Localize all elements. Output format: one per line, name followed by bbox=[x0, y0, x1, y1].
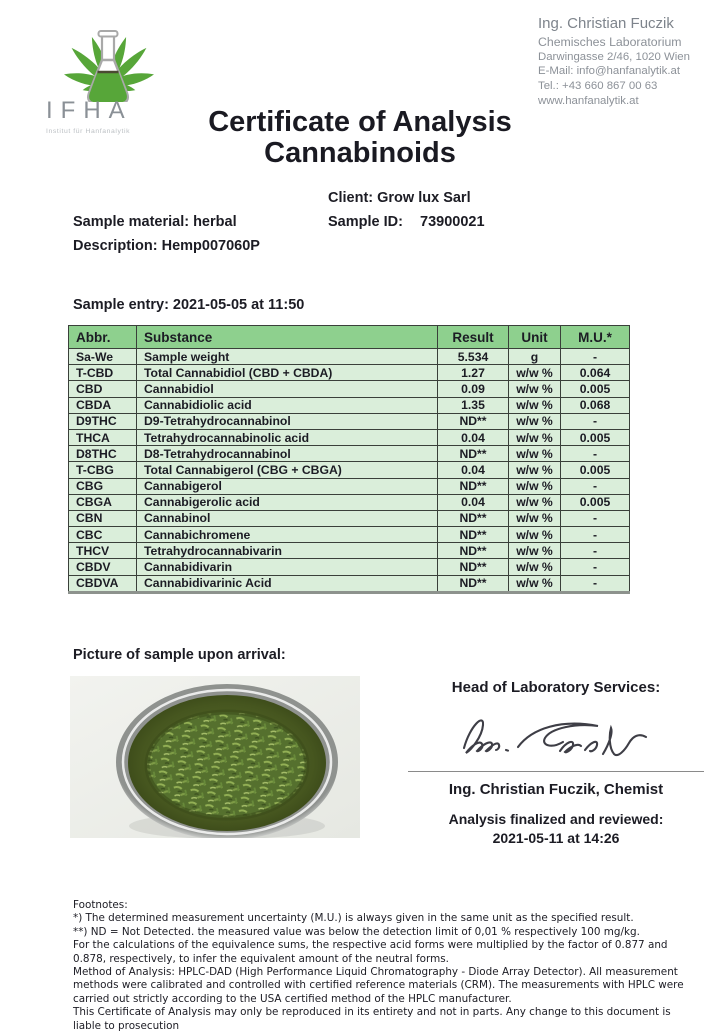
mu-cell: 0.064 bbox=[561, 365, 630, 381]
substance-cell: Tetrahydrocannabivarin bbox=[137, 543, 438, 559]
footnote-line: This Certificate of Analysis may only be reproduced in its entirety and not in parts. Any change to this document is liable to prosecution bbox=[73, 1006, 671, 1032]
brand-tagline: Institut für Hanfanalytik bbox=[46, 128, 131, 135]
contact-website: www.hanfanalytik.at bbox=[538, 94, 639, 107]
footnote-line: *) The determined measurement uncertainty (M.U.) is always given in the same unit as the specified result. bbox=[73, 912, 634, 925]
page-title bbox=[0, 107, 720, 169]
contact-organization: Chemisches Laboratorium bbox=[538, 34, 682, 49]
sample-id-value: 73900021 bbox=[420, 214, 485, 230]
mu-cell: - bbox=[561, 413, 630, 429]
substance-cell: Cannabidivarinic Acid bbox=[137, 575, 438, 592]
mu-cell: - bbox=[561, 559, 630, 575]
ifha-logo bbox=[36, 10, 182, 102]
abbr-cell: Sa-We bbox=[69, 349, 137, 365]
result-header: Result bbox=[438, 326, 509, 349]
signature-image bbox=[448, 704, 664, 766]
unit-cell: w/w % bbox=[509, 446, 561, 462]
substance-cell: D9-Tetrahydrocannabinol bbox=[137, 413, 438, 429]
table-row bbox=[69, 365, 630, 381]
table-row bbox=[69, 494, 630, 510]
mu-cell: 0.005 bbox=[561, 429, 630, 445]
sample-material-line: Sample material: herbal bbox=[73, 214, 237, 230]
substance-cell: Cannabichromene bbox=[137, 527, 438, 543]
substance-cell: Cannabinol bbox=[137, 510, 438, 526]
mu-cell: - bbox=[561, 527, 630, 543]
table-row bbox=[69, 413, 630, 429]
unit-cell: w/w % bbox=[509, 478, 561, 494]
table-row bbox=[69, 349, 630, 365]
abbr-cell: T-CBG bbox=[69, 462, 137, 478]
substance-cell: Total Cannabigerol (CBG + CBGA) bbox=[137, 462, 438, 478]
mu-cell: - bbox=[561, 478, 630, 494]
result-cell: ND** bbox=[438, 575, 509, 592]
page-title-line1: Certificate of Analysis bbox=[208, 106, 512, 138]
page-title-line2: Cannabinoids bbox=[264, 137, 456, 169]
client-line: Client: Grow lux Sarl bbox=[328, 190, 471, 206]
abbr-cell: CBGA bbox=[69, 494, 137, 510]
contact-address: Darwingasse 2/46, 1020 Wien bbox=[538, 50, 690, 63]
result-cell: ND** bbox=[438, 543, 509, 559]
table-row bbox=[69, 446, 630, 462]
result-cell: 1.35 bbox=[438, 397, 509, 413]
result-cell: ND** bbox=[438, 446, 509, 462]
table-row bbox=[69, 381, 630, 397]
result-cell: 0.04 bbox=[438, 462, 509, 478]
unit-cell: w/w % bbox=[509, 527, 561, 543]
table-row bbox=[69, 462, 630, 478]
abbr-cell: THCV bbox=[69, 543, 137, 559]
table-row bbox=[69, 575, 630, 592]
footnote-line: Method of Analysis: HPLC-DAD (High Performance Liquid Chromatography - Diode Array Detector). All measurement methods were calibrated and controlled with certified reference materials (CRM). The measurements with HPLC were carried out strictly according to the USA certified method of the HPLC manufacturer. bbox=[73, 966, 684, 1005]
substance-cell: Cannabigerolic acid bbox=[137, 494, 438, 510]
unit-cell: w/w % bbox=[509, 365, 561, 381]
substance-cell: Cannabidiolic acid bbox=[137, 397, 438, 413]
abbr-cell: D9THC bbox=[69, 413, 137, 429]
unit-cell: w/w % bbox=[509, 543, 561, 559]
unit-cell: w/w % bbox=[509, 413, 561, 429]
sample-photo-image bbox=[70, 676, 360, 838]
mu-cell: - bbox=[561, 349, 630, 365]
sample-id-label: Sample ID: bbox=[328, 214, 403, 230]
contact-phone: Tel.: +43 660 867 00 63 bbox=[538, 80, 658, 93]
mu-cell: - bbox=[561, 446, 630, 462]
picture-label: Picture of sample upon arrival: bbox=[73, 647, 286, 663]
abbr-cell: THCA bbox=[69, 429, 137, 445]
mu-header: M.U.* bbox=[561, 326, 630, 349]
contact-block bbox=[538, 17, 713, 109]
result-cell: ND** bbox=[438, 478, 509, 494]
sample-entry-line: Sample entry: 2021-05-05 at 11:50 bbox=[73, 297, 305, 313]
unit-cell: w/w % bbox=[509, 429, 561, 445]
substance-cell: Tetrahydrocannabinolic acid bbox=[137, 429, 438, 445]
unit-cell: w/w % bbox=[509, 381, 561, 397]
result-cell: 0.04 bbox=[438, 494, 509, 510]
mu-cell: 0.005 bbox=[561, 462, 630, 478]
abbr-cell: T-CBD bbox=[69, 365, 137, 381]
substance-cell: Cannabigerol bbox=[137, 478, 438, 494]
signer-name: Ing. Christian Fuczik, Chemist bbox=[448, 781, 664, 798]
signature-heading: Head of Laboratory Services: bbox=[451, 679, 661, 696]
unit-header: Unit bbox=[509, 326, 561, 349]
result-cell: 0.04 bbox=[438, 429, 509, 445]
substance-cell: Cannabidivarin bbox=[137, 559, 438, 575]
results-table bbox=[68, 325, 630, 594]
footnotes-heading: Footnotes: bbox=[73, 899, 128, 911]
result-cell: 1.27 bbox=[438, 365, 509, 381]
substance-header: Substance bbox=[137, 326, 438, 349]
finalized-date: 2021-05-11 at 14:26 bbox=[492, 830, 620, 846]
signature-block bbox=[408, 679, 704, 846]
table-row bbox=[69, 510, 630, 526]
mu-cell: - bbox=[561, 510, 630, 526]
unit-cell: w/w % bbox=[509, 510, 561, 526]
abbr-cell: CBDVA bbox=[69, 575, 137, 592]
description-line: Description: Hemp007060P bbox=[73, 238, 260, 254]
substance-cell: Cannabidiol bbox=[137, 381, 438, 397]
result-cell: 0.09 bbox=[438, 381, 509, 397]
result-cell: 5.534 bbox=[438, 349, 509, 365]
footnote-line: For the calculations of the equivalence sums, the respective acid forms were multiplied by the factor of 0.877 and 0.878, respectively, to infer the equivalent amount of the neutral forms. bbox=[73, 939, 668, 965]
abbr-cell: CBDV bbox=[69, 559, 137, 575]
footnotes-lines bbox=[73, 912, 697, 1033]
mu-cell: - bbox=[561, 575, 630, 592]
brand-text: IFHA bbox=[46, 97, 133, 124]
mu-cell: 0.005 bbox=[561, 381, 630, 397]
mu-cell: - bbox=[561, 543, 630, 559]
unit-cell: w/w % bbox=[509, 397, 561, 413]
result-cell: ND** bbox=[438, 510, 509, 526]
table-row bbox=[69, 397, 630, 413]
footnotes-section bbox=[73, 899, 697, 1033]
results-table-body bbox=[69, 349, 630, 593]
table-row bbox=[69, 478, 630, 494]
abbr-cell: CBN bbox=[69, 510, 137, 526]
unit-cell: g bbox=[509, 349, 561, 365]
table-header-row bbox=[69, 326, 630, 349]
abbr-cell: CBG bbox=[69, 478, 137, 494]
unit-cell: w/w % bbox=[509, 575, 561, 592]
footnote-line: **) ND = Not Detected. the measured value was below the detection limit of 0,01 % respectively 100 mg/kg. bbox=[73, 925, 640, 938]
abbr-cell: CBDA bbox=[69, 397, 137, 413]
abbr-header: Abbr. bbox=[69, 326, 137, 349]
finalized-label: Analysis finalized and reviewed: bbox=[448, 811, 664, 827]
mu-cell: 0.005 bbox=[561, 494, 630, 510]
signature-divider bbox=[408, 771, 704, 772]
contact-email: E-Mail: info@hanfanalytik.at bbox=[538, 65, 680, 78]
result-cell: ND** bbox=[438, 413, 509, 429]
result-cell: ND** bbox=[438, 559, 509, 575]
unit-cell: w/w % bbox=[509, 462, 561, 478]
result-cell: ND** bbox=[438, 527, 509, 543]
abbr-cell: D8THC bbox=[69, 446, 137, 462]
mu-cell: 0.068 bbox=[561, 397, 630, 413]
table-row bbox=[69, 527, 630, 543]
abbr-cell: CBC bbox=[69, 527, 137, 543]
substance-cell: D8-Tetrahydrocannabinol bbox=[137, 446, 438, 462]
substance-cell: Total Cannabidiol (CBD + CBDA) bbox=[137, 365, 438, 381]
table-row bbox=[69, 429, 630, 445]
table-row bbox=[69, 559, 630, 575]
unit-cell: w/w % bbox=[509, 494, 561, 510]
contact-name: Ing. Christian Fuczik bbox=[538, 15, 674, 32]
table-row bbox=[69, 543, 630, 559]
abbr-cell: CBD bbox=[69, 381, 137, 397]
substance-cell: Sample weight bbox=[137, 349, 438, 365]
unit-cell: w/w % bbox=[509, 559, 561, 575]
